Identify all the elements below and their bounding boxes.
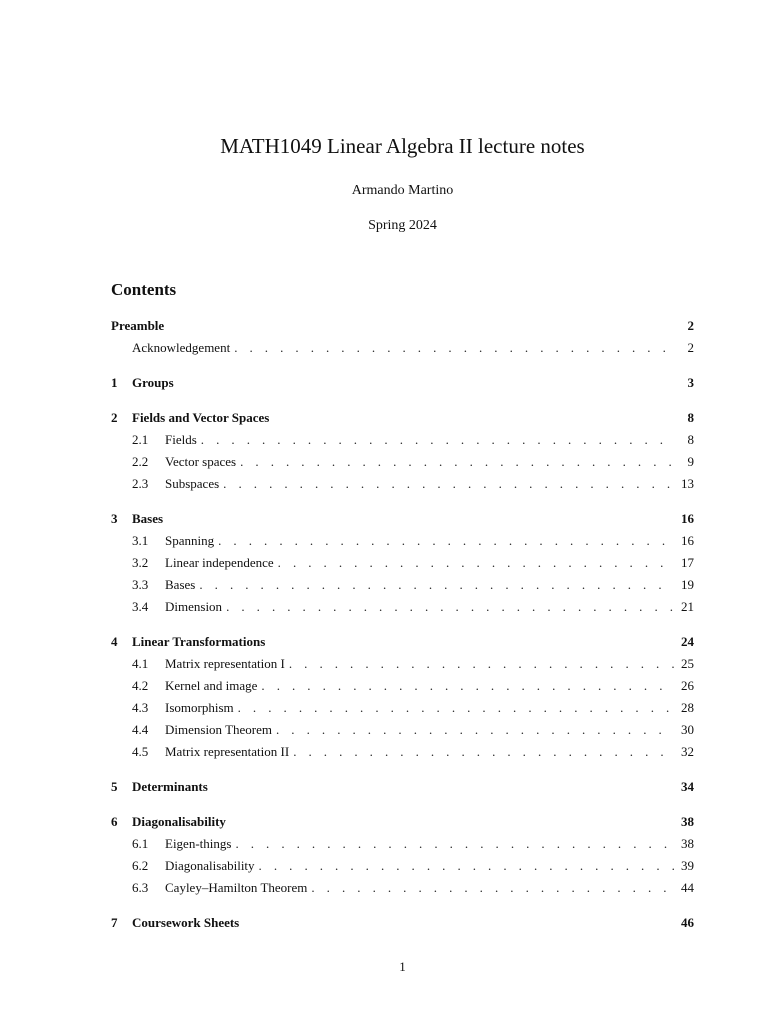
toc-section-number: 1 (111, 375, 118, 390)
toc-section-page: 24 (681, 634, 694, 649)
toc-section (111, 508, 694, 618)
toc-subsection-page: 38 (681, 836, 694, 851)
toc-subsection-page: 8 (687, 432, 694, 447)
toc-subsection-title: Fields (165, 432, 197, 447)
dot-leader (261, 675, 674, 697)
toc-section-number: 4 (111, 634, 118, 649)
toc-section-title: Diagonalisability (132, 814, 226, 829)
toc-subsection-title: Subspaces (165, 476, 220, 491)
toc-subsection-number: 6.2 (132, 858, 149, 873)
toc-subsection-title: Matrix representation I (165, 656, 285, 671)
toc-subsection-number: 4.2 (132, 678, 149, 693)
toc-subsection-page: 21 (681, 599, 694, 614)
toc-section-entry[interactable] (111, 811, 694, 833)
toc-subsection-entry[interactable] (111, 337, 694, 359)
dot-leader (201, 429, 674, 451)
toc-subsection-entry[interactable] (111, 675, 694, 697)
toc-subsection-page: 32 (681, 744, 694, 759)
toc-subsection-title: Matrix representation II (165, 744, 290, 759)
toc-subsection-title: Kernel and image (165, 678, 258, 693)
toc-section-number: 2 (111, 410, 118, 425)
page-number: 1 (399, 959, 406, 974)
toc-section-entry[interactable] (111, 407, 694, 429)
toc-section-title: Fields and Vector Spaces (132, 410, 270, 425)
contents-heading: Contents (111, 280, 177, 299)
toc-subsection-title: Cayley–Hamilton Theorem (165, 880, 308, 895)
toc-subsection-title: Spanning (165, 533, 215, 548)
toc-subsection-number: 4.5 (132, 744, 149, 759)
dot-leader (218, 530, 674, 552)
toc-subsection-entry[interactable] (111, 473, 694, 495)
dot-leader (199, 574, 674, 596)
toc-section-title: Coursework Sheets (132, 915, 240, 930)
toc-subsection-number: 2.3 (132, 476, 149, 491)
toc-subsection-number: 4.1 (132, 656, 149, 671)
toc-subsection-page: 2 (687, 340, 694, 355)
dot-leader (293, 741, 674, 763)
toc-subsection-title: Dimension (165, 599, 223, 614)
toc-subsection-entry[interactable] (111, 596, 694, 618)
toc-subsection-entry[interactable] (111, 530, 694, 552)
toc-section (111, 811, 694, 899)
toc-section (111, 315, 694, 359)
toc-subsection-entry[interactable] (111, 719, 694, 741)
toc-subsection-number: 3.3 (132, 577, 149, 592)
toc-section-entry[interactable] (111, 776, 694, 798)
toc-section (111, 372, 694, 394)
toc-section-entry[interactable] (111, 631, 694, 653)
toc-subsection-title: Isomorphism (165, 700, 234, 715)
toc-section-page: 8 (687, 410, 694, 425)
toc-section (111, 631, 694, 763)
toc-section-page: 34 (681, 779, 694, 794)
toc-subsection-entry[interactable] (111, 741, 694, 763)
toc-subsection-entry[interactable] (111, 653, 694, 675)
dot-leader (289, 653, 674, 675)
toc-subsection-entry[interactable] (111, 877, 694, 899)
toc-subsection-number: 3.1 (132, 533, 149, 548)
dot-leader (240, 451, 674, 473)
toc-subsection-number: 3.2 (132, 555, 149, 570)
dot-leader (259, 855, 674, 877)
toc-subsection-number: 4.4 (132, 722, 149, 737)
dot-leader (223, 473, 674, 495)
toc-section-page: 3 (687, 375, 694, 390)
toc-subsection-entry[interactable] (111, 697, 694, 719)
toc-section-page: 16 (681, 511, 694, 526)
toc-subsection-page: 13 (681, 476, 694, 491)
toc-subsection-title: Dimension Theorem (165, 722, 272, 737)
toc-subsection-entry[interactable] (111, 855, 694, 877)
toc-section-entry[interactable] (111, 508, 694, 530)
toc-subsection-number: 3.4 (132, 599, 149, 614)
toc-subsection-number: 2.2 (132, 454, 149, 469)
toc-subsection-page: 44 (681, 880, 694, 895)
toc-section (111, 407, 694, 495)
toc-subsection-page: 25 (681, 656, 694, 671)
toc-subsection-page: 16 (681, 533, 694, 548)
document-title: MATH1049 Linear Algebra II lecture notes (220, 134, 585, 158)
toc-subsection-title: Bases (165, 577, 196, 592)
toc-section-title: Groups (132, 375, 174, 390)
toc-subsection-number: 6.1 (132, 836, 149, 851)
toc-subsection-page: 30 (681, 722, 694, 737)
toc-subsection-number: 4.3 (132, 700, 149, 715)
toc-subsection-page: 28 (681, 700, 694, 715)
toc-subsection-page: 17 (681, 555, 694, 570)
dot-leader (276, 719, 674, 741)
toc-section-number: 5 (111, 779, 118, 794)
document-author: Armando Martino (351, 183, 454, 198)
toc-section-page: 2 (687, 318, 694, 333)
document-date: Spring 2024 (368, 218, 437, 233)
toc-section-number: 3 (111, 511, 118, 526)
toc-section-page: 38 (681, 814, 694, 829)
toc-subsection-number: 2.1 (132, 432, 149, 447)
dot-leader (235, 833, 674, 855)
table-of-contents (111, 315, 694, 947)
toc-section-title: Bases (132, 511, 164, 526)
toc-subsection-entry[interactable] (111, 552, 694, 574)
toc-subsection-entry[interactable] (111, 429, 694, 451)
toc-section (111, 912, 694, 934)
toc-subsection-page: 26 (681, 678, 694, 693)
toc-section-entry[interactable] (111, 315, 694, 337)
toc-subsection-entry[interactable] (111, 574, 694, 596)
toc-section-title: Preamble (111, 318, 165, 333)
dot-leader (238, 697, 674, 719)
toc-section (111, 776, 694, 798)
toc-subsection-page: 19 (681, 577, 694, 592)
toc-subsection-entry[interactable] (111, 451, 694, 473)
dot-leader (278, 552, 674, 574)
toc-section-number: 6 (111, 814, 118, 829)
toc-subsection-entry[interactable] (111, 833, 694, 855)
toc-subsection-page: 9 (687, 454, 694, 469)
dot-leader (226, 596, 674, 618)
toc-subsection-title: Acknowledgement (132, 340, 231, 355)
toc-section-entry[interactable] (111, 912, 694, 934)
toc-section-page: 46 (681, 915, 694, 930)
toc-section-number: 7 (111, 915, 118, 930)
toc-section-title: Linear Transformations (132, 634, 266, 649)
dot-leader (311, 877, 674, 899)
dot-leader (234, 337, 674, 359)
toc-subsection-title: Linear independence (165, 555, 274, 570)
toc-section-title: Determinants (132, 779, 208, 794)
toc-subsection-title: Diagonalisability (165, 858, 255, 873)
toc-subsection-page: 39 (681, 858, 694, 873)
toc-subsection-title: Eigen-things (165, 836, 232, 851)
toc-subsection-number: 6.3 (132, 880, 149, 895)
toc-section-entry[interactable] (111, 372, 694, 394)
toc-subsection-title: Vector spaces (165, 454, 237, 469)
